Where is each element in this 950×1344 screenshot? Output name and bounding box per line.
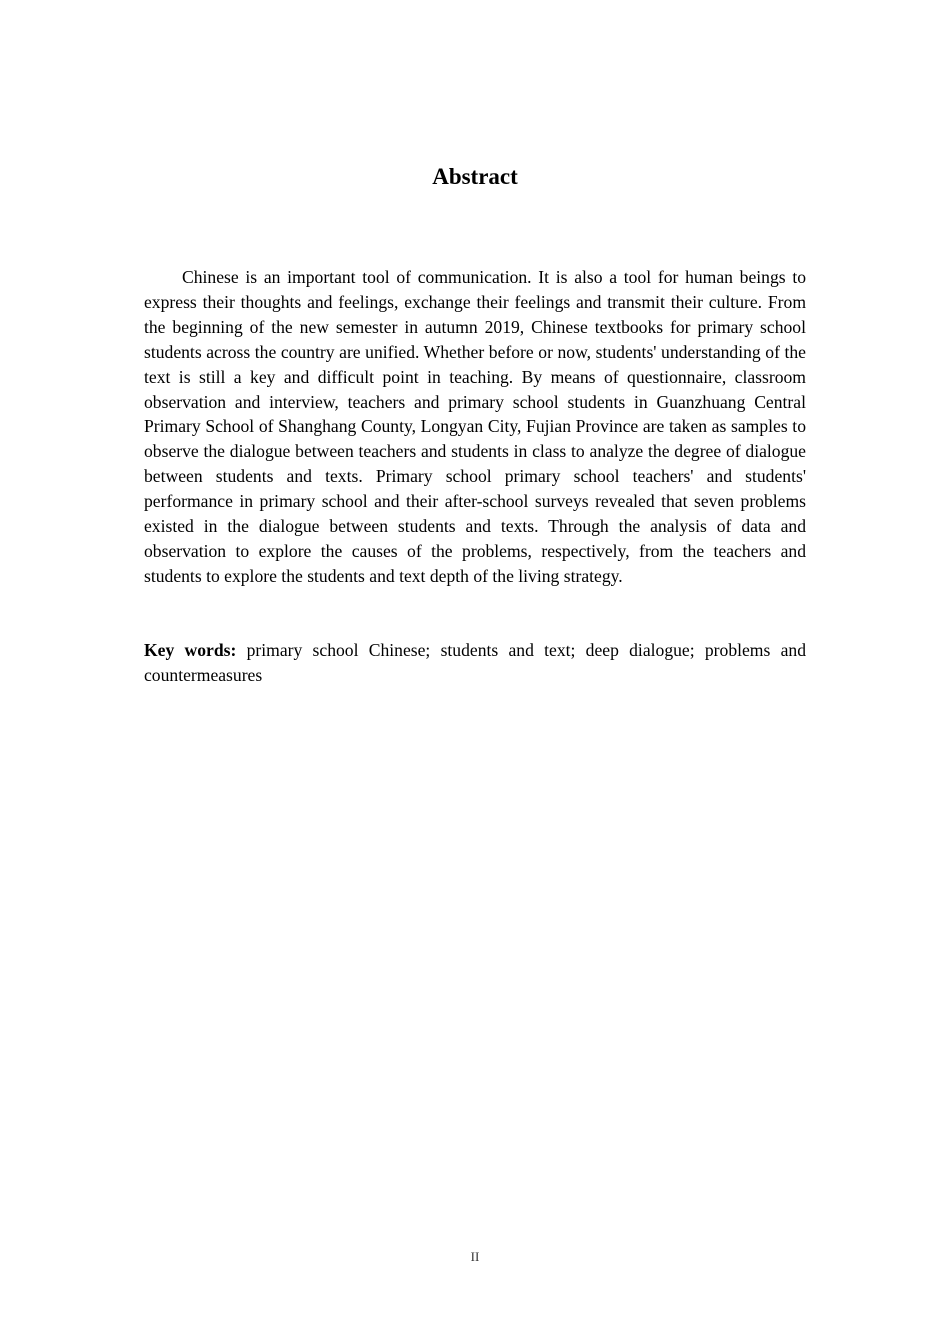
abstract-paragraph: Chinese is an important tool of communication. It is also a tool for human beings to express their thoughts and feelings, exchange their feelings and transmit their culture. From the beginning of the new semester in autumn 2019, Chinese textbooks for primary school students across the country are unified. Whether before or now, students' understanding of the text is still a key and difficult point in teaching. By means of questionnaire, classroom observation and interview, teachers and primary school students in Guanzhuang Central Primary School of Shanghang County, Longyan City, Fujian Province are taken as samples to observe the dialogue between teachers and students in class to analyze the degree of dialogue between students and texts. Primary school primary school teachers' and students' performance in primary school and their after-school surveys revealed that seven problems existed in the dialogue between students and texts. Through the analysis of data and observation to explore the causes of the problems, respectively, from the teachers and students to explore the students and text depth of the living strategy.	[144, 267, 806, 586]
abstract-title: Abstract	[432, 164, 518, 189]
keywords-list: primary school Chinese; students and text; deep dialogue; problems and countermeasures	[144, 640, 806, 685]
keywords-paragraph	[144, 638, 806, 688]
page-number: II	[470, 1249, 480, 1264]
keywords-label: Key words:	[144, 640, 237, 660]
